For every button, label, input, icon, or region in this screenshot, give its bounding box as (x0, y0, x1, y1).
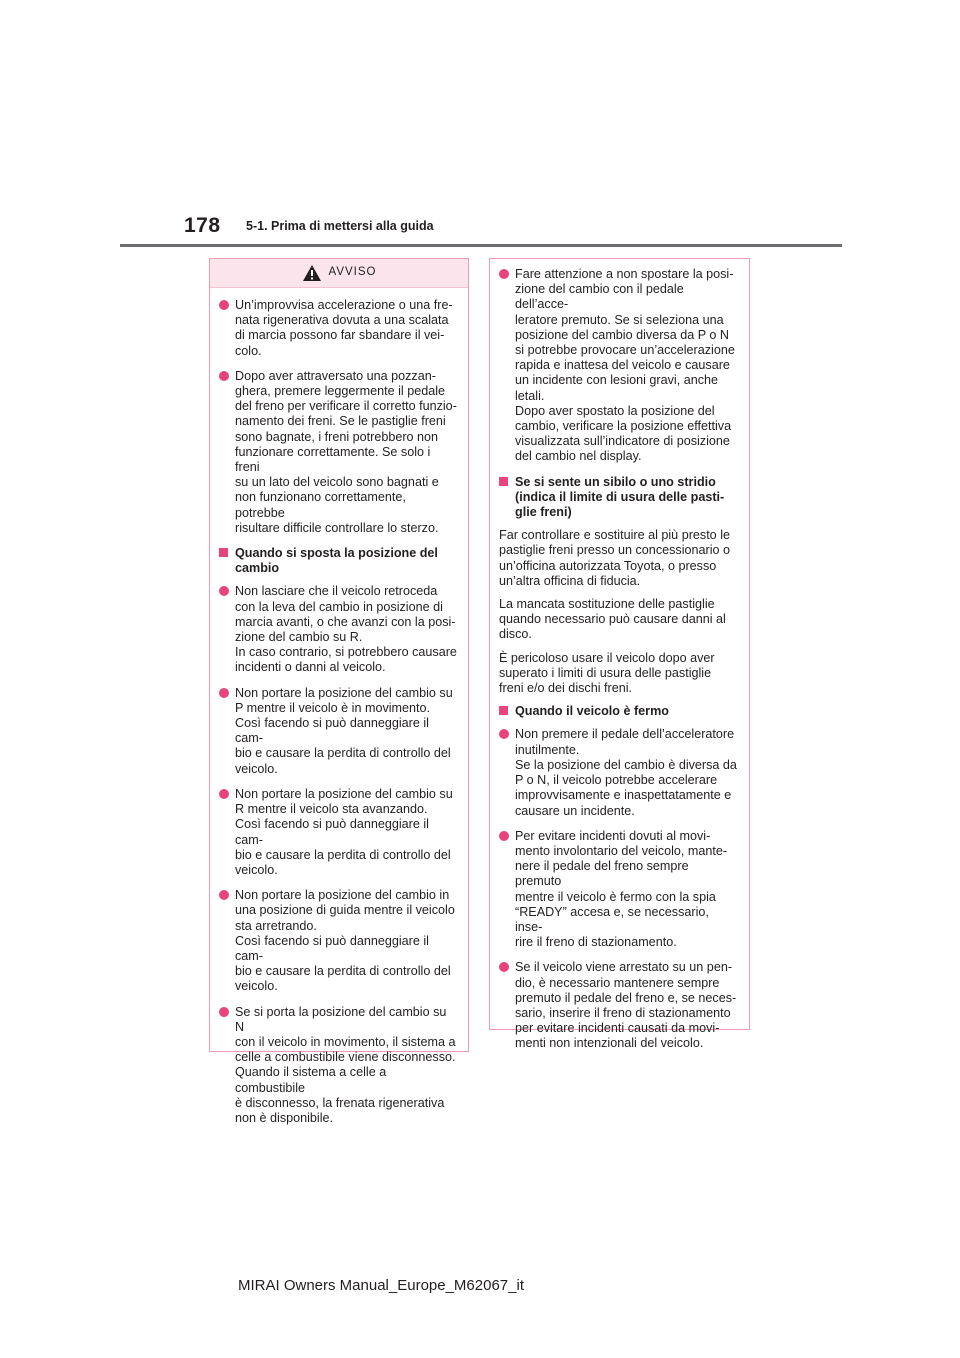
bullet-item (499, 267, 738, 465)
paragraph (499, 651, 738, 697)
subheading-text: Quando il veicolo è fermo (515, 704, 669, 719)
bullet-circle-icon (219, 688, 229, 698)
bullet-item (499, 829, 738, 951)
subheading (499, 475, 738, 521)
bullet-circle-icon (499, 729, 509, 739)
paragraph-text: Se si porta la posizione del cambio su N con il veicolo in movimento, il sistema a celle a combustibile viene disconnesso. Quando il sistema a celle a combustibile è disconnesso, la frenata rigenerativa non è disponibile. (235, 1004, 456, 1125)
paragraph-text: Non portare la posizione del cambio su R mentre il veicolo sta avanzando. Così facendo si può danneggiare il cam- bio e causare la perdita di controllo del veicolo. (235, 786, 453, 877)
warning-label: AVVISO (328, 266, 377, 279)
subheading-text: Se si sente un sibilo o uno stridio (indica il limite di usura delle pasti- glie freni) (515, 474, 725, 520)
paragraph-text: Dopo aver attraversato una pozzan- ghera, premere leggermente il pedale del freno per verificare il corretto funzio- namento dei freni. Se le pastiglie freni sono bagnate, i freni potrebbero non funzionare correttamente. Se solo i freni su un lato del veicolo sono bagnati e non funzionano correttamente, potrebbe risultare difficile controllare lo sterzo. (235, 368, 457, 535)
bullet-circle-icon (499, 831, 509, 841)
paragraph-text: Non lasciare che il veicolo retroceda con la leva del cambio in posizione di marcia avanti, o che avanzi con la posi- zione del cambio su R. In caso contrario, si potrebbero causare incidenti o danni al veicolo. (235, 584, 457, 675)
paragraph-text: La mancata sostituzione delle pastiglie quando necessario può causare danni al disco. (499, 597, 726, 642)
paragraph-text: Fare attenzione a non spostare la posi- zione del cambio con il pedale dell’acce- leratore premuto. Se si seleziona una posizione del cambio diversa da P o N si potrebbe provocare un’accelerazione rapida e inattesa del veicolo e causare un incidente con lesioni gravi, anche letali. Dopo aver spostato la posizione del cambio, verificare la posizione effettiva visualizzata sull’indicatore di posizione del cambio nel display. (515, 267, 735, 464)
paragraph (499, 528, 738, 589)
bullet-item (219, 787, 457, 878)
bullet-circle-icon (499, 269, 509, 279)
bullet-circle-icon (219, 1007, 229, 1017)
bullet-item (219, 686, 457, 777)
bullet-item (499, 960, 738, 1051)
warning-triangle-icon (302, 264, 322, 282)
paragraph-text: Non premere il pedale dell’acceleratore inutilmente. Se la posizione del cambio è diversa da P o N, il veicolo potrebbe accelerare improvvisamente e inaspettatamente e causare un incidente. (515, 727, 737, 818)
bullet-circle-icon (219, 371, 229, 381)
paragraph-text: Se il veicolo viene arrestato su un pen- dio, è necessario mantenere sempre premuto il pedale del freno e, se neces- sario, inserire il freno di stazionamento per evitare incidenti causati da movi- menti non intenzionali del veicolo. (515, 960, 737, 1051)
header-divider (120, 244, 842, 247)
page-number: 178 (184, 214, 221, 237)
bullet-item (219, 369, 457, 536)
bullet-circle-icon (219, 300, 229, 310)
bullet-item (219, 1005, 457, 1127)
warning-header (210, 259, 468, 288)
footer-text: MIRAI Owners Manual_Europe_M62067_it (238, 1277, 524, 1294)
square-bullet-icon (219, 548, 228, 557)
warning-right-content (499, 267, 738, 1052)
bullet-item (499, 727, 738, 818)
warning-left-content (219, 298, 457, 1126)
warning-box-right (489, 258, 750, 1051)
bullet-circle-icon (219, 586, 229, 596)
bullet-circle-icon (219, 890, 229, 900)
section-title: 5-1. Prima di mettersi alla guida (246, 219, 434, 233)
bullet-item (219, 888, 457, 994)
subheading (219, 546, 457, 576)
paragraph-text: Per evitare incidenti dovuti al movi- mento involontario del veicolo, mante- nere il pedale del freno sempre premuto mentre il veicolo è fermo con la spia “READY” accesa e, se necessario, inse- rire il freno di stazionamento. (515, 828, 728, 950)
square-bullet-icon (499, 706, 508, 715)
paragraph-text: Non portare la posizione del cambio su P mentre il veicolo è in movimento. Così facendo si può danneggiare il cam- bio e causare la perdita di controllo del veicolo. (235, 685, 453, 776)
bullet-circle-icon (219, 789, 229, 799)
paragraph (499, 597, 738, 643)
subheading (499, 704, 738, 719)
paragraph-text: Un’improvvisa accelerazione o una fre- nata rigenerativa dovuta a una scalata di marcia possono far sbandare il vei- colo. (235, 298, 453, 358)
warning-box-left (209, 258, 469, 1125)
square-bullet-icon (499, 477, 508, 486)
paragraph-text: È pericoloso usare il veicolo dopo aver superato i limiti di usura delle pastiglie freni e/o dei dischi freni. (499, 650, 715, 696)
paragraph-text: Far controllare e sostituire al più presto le pastiglie freni presso un concessionario o un’officina autorizzata Toyota, o presso un’altra officina di fiducia. (499, 528, 731, 588)
paragraph-text: Non portare la posizione del cambio in una posizione di guida mentre il veicolo sta arretrando. Così facendo si può danneggiare il cam- bio e causare la perdita di controllo del veicolo. (235, 888, 455, 994)
bullet-item (219, 298, 457, 359)
subheading-text: Quando si sposta la posizione del cambio (235, 546, 438, 576)
bullet-item (219, 584, 457, 675)
bullet-circle-icon (499, 962, 509, 972)
